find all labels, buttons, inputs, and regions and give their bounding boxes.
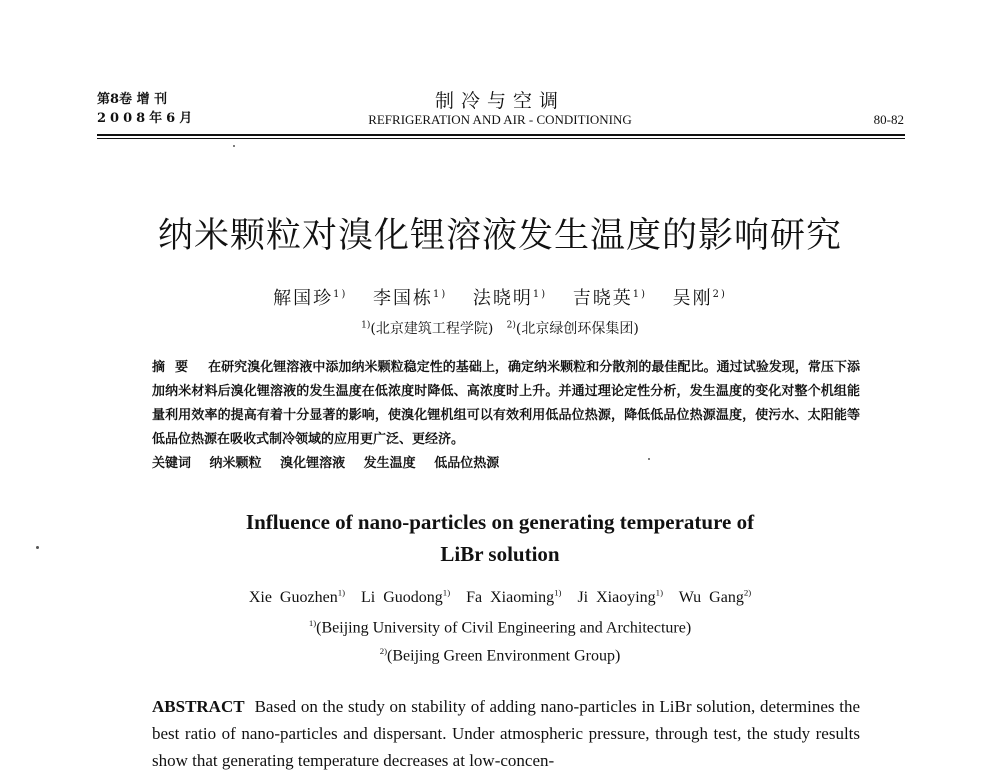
keyword: 低品位热源 [434, 456, 500, 471]
author-en: Wu Gang$^{2)}$ [678, 588, 752, 607]
author-list-cn [0, 284, 1000, 310]
affiliation-1-en-line [0, 618, 1000, 637]
author-en: Li Guodong$^{1)}$ [361, 588, 451, 607]
keyword: 纳米颗粒 [209, 456, 262, 471]
author-cn: 吉晓英$^{1)}$ [572, 288, 647, 309]
author-list-en [0, 588, 1000, 607]
abstract-cn [152, 356, 860, 452]
abstract-label-en: ABSTRACT [152, 697, 245, 716]
paper-title-en [0, 506, 1000, 570]
volume-label: 第8卷 增 刊 [97, 92, 168, 107]
abstract-en [152, 693, 860, 774]
author-cn: 吴刚$^{2)}$ [672, 288, 727, 309]
keywords-label-cn: 关键词 [152, 456, 192, 471]
journal-title-cn: 制冷与空调 [434, 90, 565, 112]
issue-date: 2008年6月 [97, 111, 197, 126]
scan-speck [648, 458, 650, 460]
author-cn: 法晓明$^{1)}$ [472, 288, 548, 309]
abstract-text-cn: 在研究溴化锂溶液中添加纳米颗粒稳定性的基础上，确定纳米颗粒和分散剂的最佳配比。通过试验发现，常压下添加纳米材料后溴化锂溶液的发生温度在低浓度时降低、高浓度时上升。并通过理论定性分析，发生温度的变化对整个机组能量利用效率的提高有着十分显著的影响，使溴化锂机组可以有效利用低品位热源，降低低品位热源温度，使污水、太阳能等低品位热源在吸收式制冷领域的应用更广泛、更经济。 [152, 360, 860, 447]
author-en: Xie Guozhen$^{1)}$ [248, 588, 346, 607]
affiliation-2-en: (Beijing Green Environment Group) [387, 647, 621, 665]
scan-speck [36, 546, 39, 549]
author-en: Fa Xiaoming$^{1)}$ [466, 588, 562, 607]
paper-title-cn: 纳米颗粒对溴化锂溶液发生温度的影响研究 [157, 216, 842, 256]
abstract-text-en: Based on the study on stability of adding nano-particles in LiBr solution, determines the best ratio of nano-particles and dispersant. Under atmospheric pressure, through test, the study results show that generating temperature decreases at low-concen- [152, 697, 860, 770]
affiliation-mark: 1) [308, 618, 317, 628]
affiliation-1-en: (Beijing University of Civil Engineering and Architecture) [316, 619, 692, 637]
affiliation-2-cn: (北京绿创环保集团) [515, 321, 639, 337]
author-en: Ji Xiaoying$^{1)}$ [577, 588, 663, 607]
title-en-line-2: LiBr solution [440, 542, 560, 566]
affiliation-2-en-line [0, 646, 1000, 665]
journal-title-en: REFRIGERATION AND AIR - CONDITIONING [368, 112, 632, 127]
keyword: 溴化锂溶液 [280, 456, 346, 471]
author-cn: 李国栋$^{1)}$ [373, 288, 448, 309]
page-range: 80-82 [873, 112, 904, 127]
affiliation-mark: 2) [379, 646, 388, 656]
affiliations-cn [0, 318, 1000, 338]
header-rule-thin [97, 138, 905, 139]
affiliation-1-cn: (北京建筑工程学院) [370, 321, 494, 337]
scan-speck [233, 145, 235, 147]
author-cn: 解国珍$^{1)}$ [273, 288, 348, 309]
keywords-cn [152, 452, 513, 471]
title-en-line-1: Influence of nano-particles on generating temperature of [245, 510, 755, 534]
abstract-label-cn: 摘要 [152, 360, 199, 375]
affiliation-mark: 1) [361, 320, 371, 331]
header-rule-thick [97, 134, 905, 136]
keyword: 发生温度 [363, 456, 416, 471]
affiliation-mark: 2) [506, 320, 516, 331]
